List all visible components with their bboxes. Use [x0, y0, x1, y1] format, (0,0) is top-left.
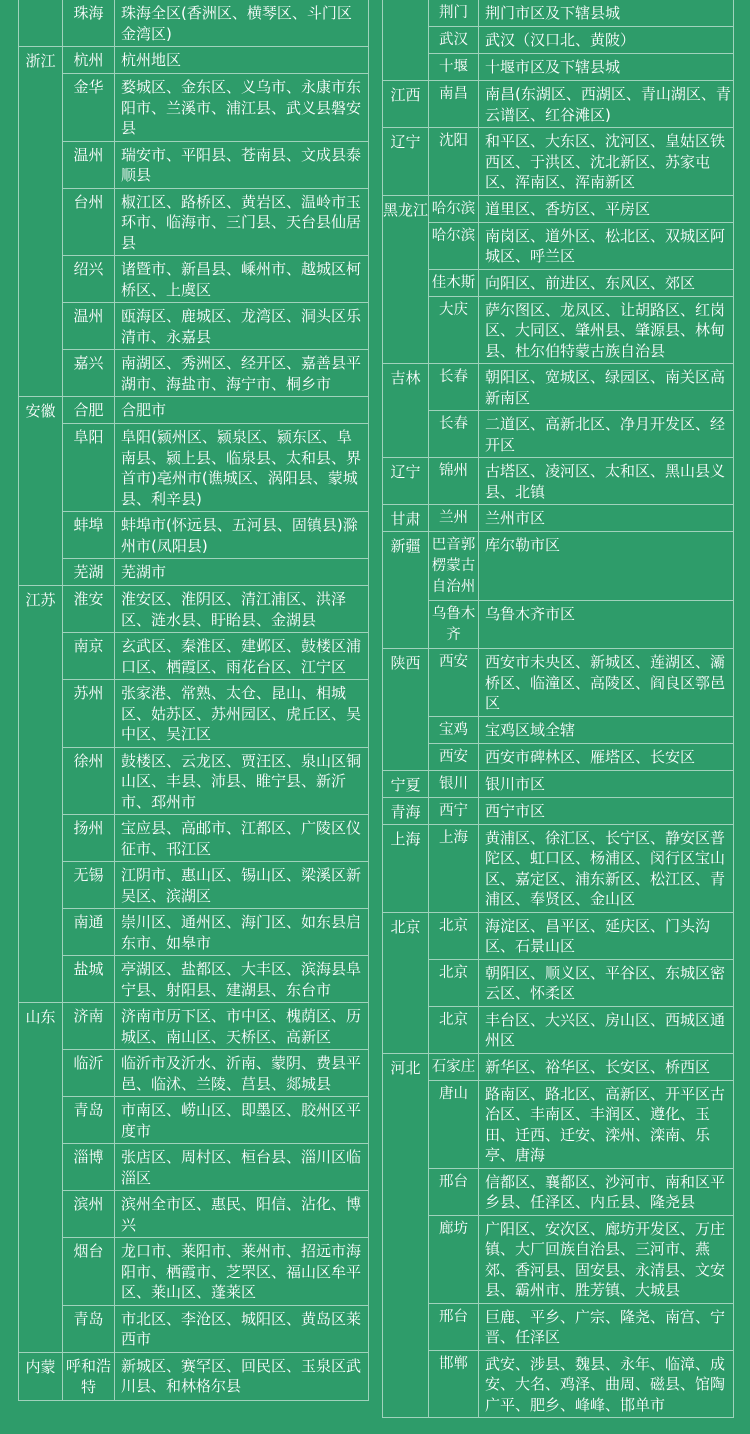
province-group: [19, 1002, 368, 1352]
city-cell: 乌鲁木齐: [429, 601, 479, 648]
table-row: [429, 364, 733, 410]
coverage-area-cell: 济南市历下区、市中区、槐荫区、历城区、南山区、天桥区、高新区: [121, 1007, 362, 1046]
coverage-area-cell: 西安市未央区、新城区、莲湖区、灞桥区、临潼区、高陵区、阎良区鄠邑区: [485, 653, 726, 712]
coverage-area-cell: 玄武区、秦淮区、建邺区、鼓楼区浦口区、栖霞区、雨花台区、江宁区: [121, 637, 362, 676]
province-cell: [383, 0, 429, 80]
table-row: [429, 1303, 733, 1350]
city-cell: 南京: [63, 633, 115, 679]
province-cell: 浙江: [19, 47, 63, 396]
city-cell: 西安: [429, 744, 479, 770]
city-cell: 锦州: [429, 458, 479, 504]
coverage-area-cell: 珠海全区(香洲区、横琴区、斗门区金湾区): [121, 4, 352, 43]
coverage-area-cell: 阜阳(颍州区、颍泉区、颍东区、阜南县、颍上县、临泉县、太和县、界首市)亳州市(谯城区、涡阳县、蒙城县、利辛县): [121, 428, 362, 508]
city-cell: 合肥: [63, 397, 115, 423]
province-cell: 北京: [383, 913, 429, 1053]
coverage-area-cell: 萨尔图区、龙凤区、让胡路区、红岗区、大同区、肇州县、肇源县、林甸县、杜尔伯特蒙古族自治县: [485, 300, 726, 360]
table-row: [429, 269, 733, 296]
city-cell: 无锡: [63, 862, 115, 908]
province-group: [383, 531, 733, 648]
table-row: [63, 0, 368, 46]
province-cell: 青海: [383, 798, 429, 824]
coverage-area-cell: 和平区、大东区、沈河区、皇姑区铁西区、于洪区、沈北新区、苏家屯区、浑南区、浑南新区: [485, 132, 726, 191]
table-row: [63, 188, 368, 256]
province-cell: 黑龙江: [383, 196, 429, 364]
coverage-area-cell: 新华区、裕华区、长安区、桥西区: [485, 1057, 711, 1076]
table-row: [429, 1215, 733, 1303]
table-row: [63, 1143, 368, 1190]
coverage-area-cell: 武汉（汉口北、黄陂）: [485, 31, 636, 49]
table-row: [429, 26, 733, 53]
table-row: [429, 1006, 733, 1053]
coverage-area-cell: 瓯海区、鹿城区、龙湾区、洞头区乐清市、永嘉县: [121, 307, 362, 346]
province-group: [383, 127, 733, 195]
province-group: [19, 0, 368, 46]
table-row: [429, 128, 733, 195]
coverage-area-cell: 二道区、高新北区、净月开发区、经开区: [485, 415, 726, 454]
coverage-area-cell: 银川市区: [485, 774, 546, 793]
table-row: [429, 222, 733, 269]
table-row: [429, 505, 733, 531]
coverage-area-cell: 乌鲁木齐市区: [485, 605, 576, 623]
city-cell: 邢台: [429, 1169, 479, 1215]
table-row: [63, 255, 368, 302]
coverage-area-cell: 道里区、香坊区、平房区: [485, 199, 651, 218]
city-cell: 长春: [429, 411, 479, 457]
city-cell: 上海: [429, 825, 479, 912]
city-cell: 珠海: [63, 0, 115, 46]
city-cell: 苏州: [63, 680, 115, 747]
coverage-area-cell: 南昌(东湖区、西湖区、青山湖区、青云谱区、红谷滩区): [485, 85, 731, 124]
table-row: [429, 913, 733, 959]
city-cell: 温州: [63, 303, 115, 349]
coverage-area-cell: 黄浦区、徐汇区、长宁区、静安区普陀区、虹口区、杨浦区、闵行区宝山区、嘉定区、浦东新区、松江区、青浦区、奉贤区、金山区: [485, 828, 726, 908]
coverage-area-cell: 婺城区、金东区、义乌市、永康市东阳市、兰溪市、浦江县、武义县磐安县: [121, 78, 362, 137]
coverage-area-cell: 鼓楼区、云龙区、贾汪区、泉山区铜山区、丰县、沛县、睢宁县、新沂市、邳州市: [121, 751, 362, 811]
table-row: [63, 397, 368, 423]
city-cell: 杭州: [63, 47, 115, 73]
table-row: [63, 861, 368, 908]
table-row: [429, 1350, 733, 1418]
province-cell: 江西: [383, 81, 429, 127]
table-row: [429, 81, 733, 127]
table-row: [429, 196, 733, 222]
city-cell: 巴音郭楞蒙古自治州: [429, 532, 479, 600]
city-cell: 北京: [429, 913, 479, 959]
province-group: [383, 797, 733, 824]
table-row: [429, 1080, 733, 1168]
table-row: [429, 825, 733, 912]
city-cell: 佳木斯: [429, 270, 479, 296]
city-cell: 大庆: [429, 297, 479, 364]
city-cell: 台州: [63, 189, 115, 256]
province-group: [383, 824, 733, 912]
province-cell: 甘肃: [383, 505, 429, 531]
coverage-area-cell: 新城区、赛罕区、回民区、玉泉区武川县、和林格尔县: [121, 1356, 362, 1395]
table-row: [63, 141, 368, 188]
table-row: [429, 743, 733, 770]
coverage-area-cell: 武安、涉县、魏县、永年、临漳、成安、大名、鸡泽、曲周、磁县、馆陶广平、肥乡、峰峰、邯单市: [485, 1354, 726, 1414]
table-row: [429, 600, 733, 648]
coverage-area-cell: 南湖区、秀洲区、经开区、嘉善县平湖市、海盐市、海宁市、桐乡市: [121, 354, 362, 393]
coverage-area-cell: 广阳区、安次区、廊坊开发区、万庄镇、大厂回族自治县、三河市、燕郊、香河县、固安县、永清县、文安县、霸州市、胜芳镇、大城县: [485, 1219, 726, 1299]
city-cell: 青岛: [63, 1097, 115, 1143]
city-cell: 烟台: [63, 1238, 115, 1305]
table-row: [63, 1190, 368, 1237]
city-cell: 廊坊: [429, 1216, 479, 1303]
province-group: [19, 585, 368, 1002]
coverage-area-cell: 巨鹿、平乡、广宗、隆尧、南宫、宁晋、任泽区: [485, 1307, 726, 1346]
coverage-area-cell: 古塔区、凌河区、太和区、黑山县义县、北镇: [485, 462, 726, 501]
coverage-area-cell: 崇川区、通州区、海门区、如东县启东市、如皋市: [121, 913, 362, 952]
table-row: [63, 1003, 368, 1049]
coverage-area-cell: 路南区、路北区、高新区、开平区古冶区、丰南区、丰润区、遵化、玉田、迁西、迁安、滦州、滦南、乐亭、唐海: [485, 1084, 726, 1164]
city-cell: 济南: [63, 1003, 115, 1049]
table-row: [429, 458, 733, 504]
city-cell: 呼和浩特: [63, 1353, 115, 1400]
city-cell: 北京: [429, 960, 479, 1006]
city-cell: 徐州: [63, 748, 115, 815]
table-row: [63, 908, 368, 955]
coverage-area-cell: 西安市碑林区、雁塔区、长安区: [485, 747, 696, 766]
coverage-area-cell: 瑞安市、平阳县、苍南县、文成县泰顺县: [121, 145, 362, 184]
table-row: [429, 1168, 733, 1215]
table-row: [429, 649, 733, 716]
coverage-area-cell: 宝应县、高邮市、江都区、广陵区仪征市、邗江区: [121, 819, 362, 858]
city-cell: 宝鸡: [429, 717, 479, 743]
city-cell: 哈尔滨: [429, 196, 479, 222]
coverage-area-cell: 亭湖区、盐都区、大丰区、滨海县阜宁县、射阳县、建湖县、东台市: [121, 960, 362, 999]
table-row: [63, 632, 368, 679]
table-row: [429, 53, 733, 80]
coverage-area-cell: 西宁市区: [485, 801, 546, 820]
coverage-area-cell: 杭州地区: [121, 51, 182, 69]
province-cell: 陕西: [383, 649, 429, 770]
table-row: [429, 0, 733, 26]
left-region-table: [18, 0, 369, 1401]
province-cell: [19, 0, 63, 46]
right-region-table: [382, 0, 734, 1418]
province-group: [383, 648, 733, 770]
city-cell: 荆门: [429, 0, 479, 26]
coverage-area-cell: 市南区、崂山区、即墨区、胶州区平度市: [121, 1101, 362, 1140]
coverage-area-cell: 芜湖市: [121, 563, 167, 581]
province-group: [19, 46, 368, 396]
coverage-area-cell: 兰州市区: [485, 509, 546, 527]
province-cell: 吉林: [383, 364, 429, 457]
city-cell: 西宁: [429, 798, 479, 824]
coverage-area-cell: 向阳区、前进区、东风区、郊区: [485, 273, 696, 292]
city-cell: 哈尔滨: [429, 223, 479, 269]
table-row: [429, 959, 733, 1006]
coverage-area-cell: 朝阳区、顺义区、平谷区、东城区密云区、怀柔区: [485, 963, 726, 1002]
province-cell: 山东: [19, 1003, 63, 1352]
province-group: [383, 195, 733, 364]
table-row: [429, 716, 733, 743]
city-cell: 西安: [429, 649, 479, 716]
province-group: [383, 0, 733, 80]
coverage-area-cell: 张家港、常熟、太仓、昆山、相城区、姑苏区、苏州园区、虎丘区、吴中区、吴江区: [121, 684, 362, 743]
table-row: [63, 73, 368, 141]
city-cell: 南昌: [429, 81, 479, 127]
province-cell: 内蒙: [19, 1353, 63, 1400]
coverage-area-cell: 临沂市及沂水、沂南、蒙阴、费县平邑、临沭、兰陵、莒县、郯城县: [121, 1054, 362, 1093]
province-group: [383, 80, 733, 127]
province-cell: 河北: [383, 1054, 429, 1418]
province-cell: 辽宁: [383, 128, 429, 195]
coverage-area-cell: 市北区、李沧区、城阳区、黄岛区莱西市: [121, 1309, 362, 1348]
table-row: [63, 747, 368, 815]
city-cell: 绍兴: [63, 256, 115, 302]
table-row: [429, 532, 733, 600]
coverage-area-cell: 合肥市: [121, 401, 167, 419]
city-cell: 金华: [63, 74, 115, 141]
table-row: [429, 410, 733, 457]
province-cell: 新疆: [383, 532, 429, 648]
province-group: [383, 912, 733, 1053]
province-cell: 辽宁: [383, 458, 429, 504]
province-group: [383, 770, 733, 797]
city-cell: 北京: [429, 1007, 479, 1053]
table-row: [63, 1096, 368, 1143]
province-cell: 安徽: [19, 397, 63, 585]
table-row: [63, 586, 368, 632]
table-row: [63, 349, 368, 396]
city-cell: 邯郸: [429, 1351, 479, 1418]
coverage-area-cell: 蚌埠市(怀远县、五河县、固镇县)滁州市(凤阳县): [121, 516, 358, 555]
coverage-area-cell: 库尔勒市区: [485, 536, 561, 554]
table-row: [63, 814, 368, 861]
city-cell: 扬州: [63, 815, 115, 861]
table-row: [63, 302, 368, 349]
city-cell: 兰州: [429, 505, 479, 531]
province-cell: 宁夏: [383, 771, 429, 797]
city-cell: 青岛: [63, 1306, 115, 1352]
city-cell: 武汉: [429, 27, 479, 53]
province-group: [383, 457, 733, 504]
table-row: [63, 955, 368, 1002]
city-cell: 银川: [429, 771, 479, 797]
city-cell: 唐山: [429, 1081, 479, 1168]
city-cell: 南通: [63, 909, 115, 955]
coverage-area-cell: 丰台区、大兴区、房山区、西城区通州区: [485, 1010, 726, 1049]
city-cell: 淄博: [63, 1144, 115, 1190]
city-cell: 芜湖: [63, 559, 115, 585]
table-row: [63, 1237, 368, 1305]
coverage-area-cell: 十堰市区及下辖县城: [485, 58, 621, 76]
table-row: [429, 296, 733, 364]
table-row: [429, 798, 733, 824]
coverage-area-cell: 淮安区、淮阴区、清江浦区、洪泽区、涟水县、盱眙县、金湖县: [121, 590, 347, 629]
city-cell: 淮安: [63, 586, 115, 632]
province-group: [383, 504, 733, 531]
table-row: [63, 511, 368, 558]
coverage-area-cell: 信都区、襄都区、沙河市、南和区平乡县、任泽区、内丘县、隆尧县: [485, 1172, 726, 1211]
province-group: [19, 396, 368, 585]
table-row: [63, 423, 368, 511]
city-cell: 长春: [429, 364, 479, 410]
province-group: [19, 1352, 368, 1400]
table-row: [429, 771, 733, 797]
province-cell: 江苏: [19, 586, 63, 1002]
coverage-area-cell: 江阴市、惠山区、锡山区、梁溪区新吴区、滨湖区: [121, 866, 362, 905]
table-row: [63, 1353, 368, 1400]
city-cell: 盐城: [63, 956, 115, 1002]
coverage-area-cell: 宝鸡区域全辖: [485, 720, 576, 739]
city-cell: 蚌埠: [63, 512, 115, 558]
province-group: [383, 363, 733, 457]
table-row: [63, 1305, 368, 1352]
province-group: [383, 1053, 733, 1418]
city-cell: 温州: [63, 142, 115, 188]
table-row: [429, 1054, 733, 1080]
coverage-area-cell: 海淀区、昌平区、延庆区、门头沟区、石景山区: [485, 916, 711, 955]
table-row: [63, 679, 368, 747]
table-row: [63, 558, 368, 585]
coverage-area-cell: 荆门市区及下辖县城: [485, 4, 621, 22]
coverage-area-cell: 朝阳区、宽城区、绿园区、南关区高新南区: [485, 368, 726, 407]
city-cell: 石家庄: [429, 1054, 479, 1080]
city-cell: 邢台: [429, 1304, 479, 1350]
city-cell: 十堰: [429, 54, 479, 80]
province-cell: 上海: [383, 825, 429, 912]
table-row: [63, 47, 368, 73]
coverage-area-cell: 诸暨市、新昌县、嵊州市、越城区柯桥区、上虞区: [121, 260, 362, 299]
coverage-area-cell: 龙口市、莱阳市、莱州市、招远市海阳市、栖霞市、芝罘区、福山区牟平区、莱山区、蓬莱区: [121, 1242, 362, 1301]
city-cell: 嘉兴: [63, 350, 115, 396]
coverage-area-cell: 南岗区、道外区、松北区、双城区阿城区、呼兰区: [485, 226, 726, 265]
city-cell: 沈阳: [429, 128, 479, 195]
coverage-area-cell: 滨州全市区、惠民、阳信、沾化、博兴: [121, 1195, 362, 1234]
table-row: [63, 1049, 368, 1096]
coverage-area-cell: 张店区、周村区、桓台县、淄川区临淄区: [121, 1148, 362, 1187]
city-cell: 临沂: [63, 1050, 115, 1096]
city-cell: 阜阳: [63, 424, 115, 511]
coverage-area-cell: 椒江区、路桥区、黄岩区、温岭市玉环市、临海市、三门县、天台县仙居县: [121, 192, 362, 252]
city-cell: 滨州: [63, 1191, 115, 1237]
